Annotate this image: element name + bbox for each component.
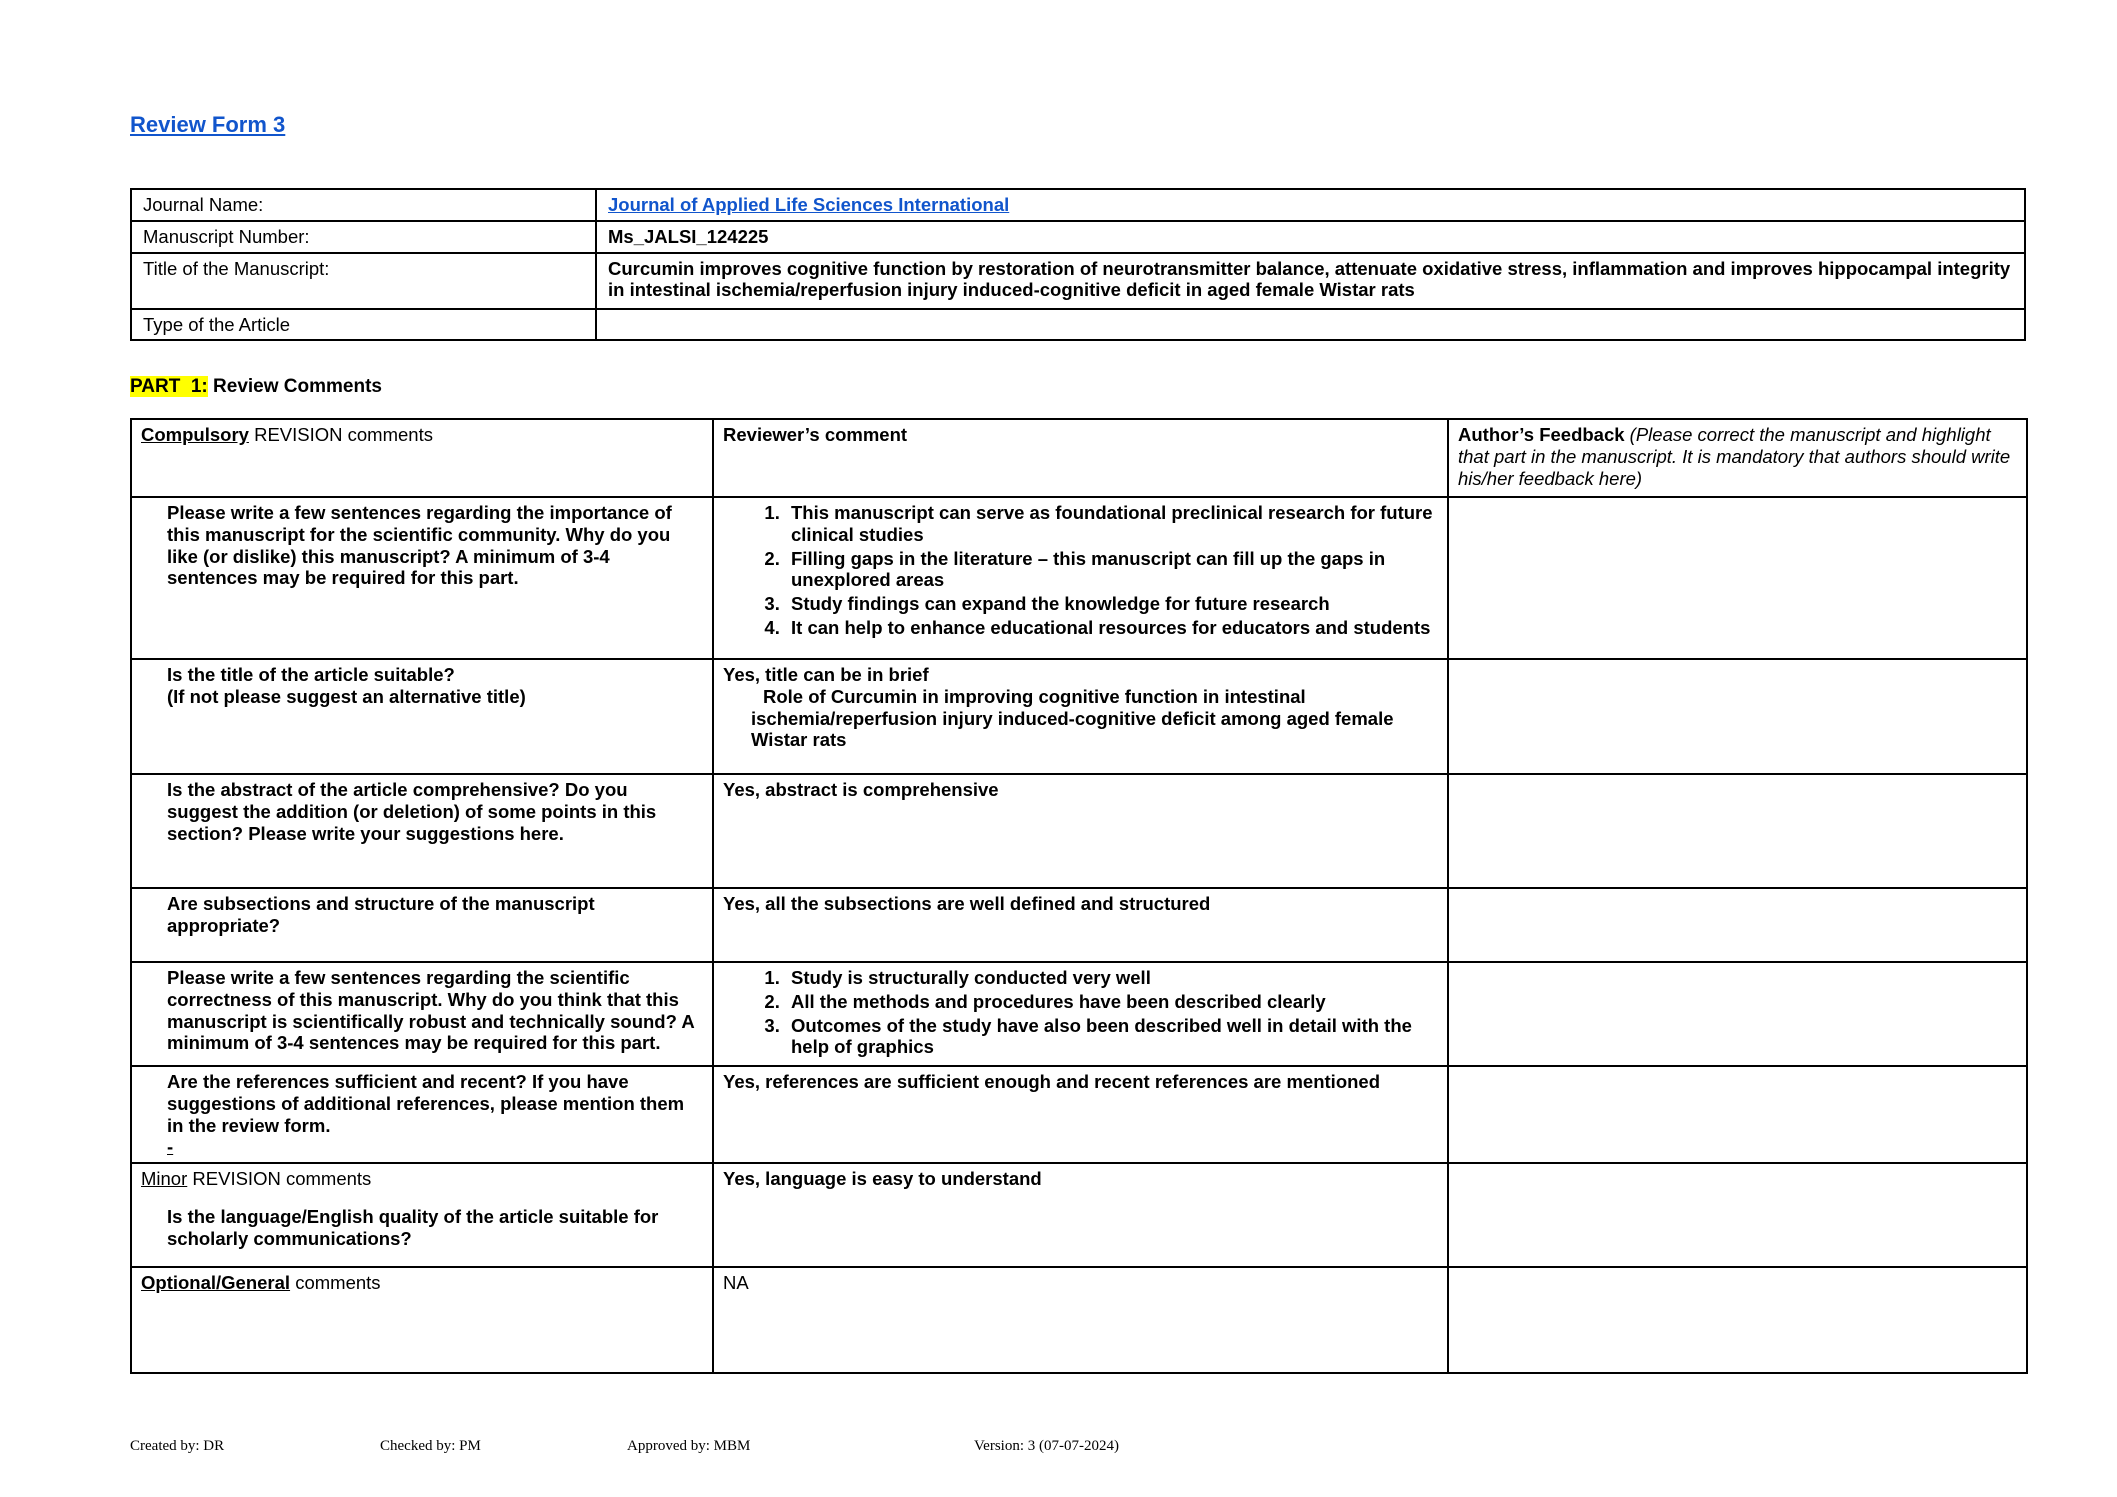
- header-feedback-bold: Author’s Feedback: [1458, 424, 1625, 445]
- header-reviewer-cell: Reviewer’s comment: [713, 419, 1448, 497]
- footer-created: Created by: DR: [130, 1438, 225, 1454]
- comment-subsections-cell: [713, 888, 1448, 962]
- footer-approved: Approved by: MBM: [627, 1438, 751, 1454]
- article-type-value: [596, 309, 2025, 341]
- question-title-line1: Is the title of the article suitable?: [167, 664, 455, 685]
- question-title-line2: (If not please suggest an alternative title): [167, 685, 526, 707]
- comment-minor: Yes, language is easy to understand: [723, 1168, 1042, 1190]
- list-item: 1. This manuscript can serve as foundational preclinical research for future clinical studies: [785, 502, 1438, 546]
- doc-title: Review Form 3: [130, 112, 286, 137]
- question-minor: Is the language/English quality of the article suitable for scholarly communications?: [167, 1206, 659, 1249]
- footer-version: Version: 3 (07-07-2024): [974, 1438, 1119, 1454]
- question-optional-cell: [131, 1267, 713, 1373]
- header-compulsory-cell: [131, 419, 713, 497]
- minor-underlined: Minor: [141, 1168, 188, 1190]
- list-item: 2. All the methods and procedures have been described clearly: [785, 991, 1438, 1013]
- comment-abstract: Yes, abstract is comprehensive: [723, 779, 999, 800]
- manuscript-title-label: Title of the Manuscript:: [131, 253, 596, 309]
- question-importance-cell: [131, 497, 713, 659]
- header-row: [131, 419, 2027, 497]
- row-minor: [131, 1163, 2027, 1267]
- article-type-label: Type of the Article: [131, 309, 596, 341]
- list-item: 1. Study is structurally conducted very well: [785, 967, 1438, 989]
- comment-optional: NA: [723, 1272, 749, 1294]
- journal-name-row: [131, 189, 2025, 221]
- minor-rest: REVISION comments: [187, 1168, 372, 1190]
- feedback-correctness-cell: [1448, 962, 2027, 1066]
- review-comments-table: [130, 418, 2028, 1374]
- comment-importance-list: [723, 502, 1438, 639]
- comment-correctness-cell: [713, 962, 1448, 1066]
- comment-importance-cell: [713, 497, 1448, 659]
- references-dash: -: [167, 1136, 174, 1158]
- question-title-cell: [131, 659, 713, 774]
- list-item: 2. Filling gaps in the literature – this manuscript can fill up the gaps in unexplored areas: [785, 548, 1438, 592]
- list-item: 3. Study findings can expand the knowledge for future research: [785, 593, 1438, 615]
- comment-abstract-cell: [713, 774, 1448, 888]
- row-optional: [131, 1267, 2027, 1373]
- comment-minor-cell: [713, 1163, 1448, 1267]
- journal-name-label: Journal Name:: [131, 189, 596, 221]
- journal-link[interactable]: Journal of Applied Life Sciences International: [608, 194, 1010, 215]
- question-subsections: Are subsections and structure of the manuscript appropriate?: [167, 893, 595, 936]
- question-references-cell: [131, 1066, 713, 1163]
- comment-correctness-list: [723, 967, 1438, 1058]
- feedback-abstract-cell: [1448, 774, 2027, 888]
- feedback-references-cell: [1448, 1066, 2027, 1163]
- optional-rest: comments: [290, 1272, 381, 1294]
- manuscript-number-value: Ms_JALSI_124225: [596, 221, 2025, 253]
- part1-badge: PART 1:: [130, 376, 208, 397]
- feedback-importance-cell: [1448, 497, 2027, 659]
- comment-optional-cell: [713, 1267, 1448, 1373]
- comment-references-cell: [713, 1066, 1448, 1163]
- footer-checked: Checked by: PM: [380, 1438, 481, 1454]
- comment-title-line2: Role of Curcumin in improving cognitive function in intestinal ischemia/reperfusion injury induced-cognitive deficit among aged female Wistar rats: [751, 685, 1394, 751]
- comment-references: Yes, references are sufficient enough and recent references are mentioned: [723, 1071, 1381, 1092]
- feedback-minor-cell: [1448, 1163, 2027, 1267]
- manuscript-title-value: Curcumin improves cognitive function by restoration of neurotransmitter balance, attenuate oxidative stress, inflammation and improves hippocampal integrity in intestinal ischemia/reperfusion injury induced-cognitive deficit in aged female Wistar rats: [596, 253, 2025, 309]
- list-item: 4. It can help to enhance educational resources for educators and students: [785, 617, 1438, 639]
- optional-underlined: Optional/General: [141, 1272, 291, 1294]
- part1-title: Review Comments: [207, 376, 382, 397]
- row-subsections: [131, 888, 2027, 962]
- row-title-suitable: [131, 659, 2027, 774]
- feedback-title-cell: [1448, 659, 2027, 774]
- question-importance: Please write a few sentences regarding the importance of this manuscript for the scientific community. Why do you like (or dislike) this manuscript? A minimum of 3-4 sentences may be required for this part.: [167, 502, 672, 589]
- row-importance: [131, 497, 2027, 659]
- row-correctness: [131, 962, 2027, 1066]
- comment-title-cell: [713, 659, 1448, 774]
- feedback-optional-cell: [1448, 1267, 2027, 1373]
- header-compulsory-underlined: Compulsory: [141, 424, 249, 445]
- minor-section-head: [141, 1168, 703, 1190]
- question-abstract-cell: [131, 774, 713, 888]
- question-abstract: Is the abstract of the article comprehensive? Do you suggest the addition (or deletion) of some points in this section? Please write your suggestions here.: [167, 779, 657, 844]
- part1-heading: [130, 376, 382, 398]
- comment-subsections: Yes, all the subsections are well defined and structured: [723, 893, 1211, 914]
- question-correctness-cell: [131, 962, 713, 1066]
- feedback-subsections-cell: [1448, 888, 2027, 962]
- header-feedback-note: (Please correct the manuscript and highlight that part in the manuscript. It is mandatory that authors should write his/her feedback here): [1458, 424, 2011, 489]
- comment-title-line1: Yes, title can be in brief: [723, 664, 929, 685]
- question-subsections-cell: [131, 888, 713, 962]
- manuscript-number-label: Manuscript Number:: [131, 221, 596, 253]
- question-correctness: Please write a few sentences regarding the scientific correctness of this manuscript. Why do you think that this manuscript is scientifically robust and technically sound? A minimum of 3-4 sentences may be required for this part.: [167, 967, 695, 1054]
- manuscript-number-row: [131, 221, 2025, 253]
- manuscript-title-row: [131, 253, 2025, 309]
- list-item: 3. Outcomes of the study have also been described well in detail with the help of graphics: [785, 1015, 1438, 1059]
- header-author-feedback-cell: [1448, 419, 2027, 497]
- manuscript-info-table: [130, 188, 2026, 341]
- question-minor-cell: [131, 1163, 713, 1267]
- row-abstract: [131, 774, 2027, 888]
- row-references: [131, 1066, 2027, 1163]
- optional-section-head: [141, 1272, 703, 1294]
- question-references: Are the references sufficient and recent? If you have suggestions of additional references, please mention them in the review form.: [167, 1071, 685, 1136]
- article-type-row: [131, 309, 2025, 341]
- header-compulsory-rest: REVISION comments: [248, 424, 433, 445]
- journal-name-value-cell: [596, 189, 2025, 221]
